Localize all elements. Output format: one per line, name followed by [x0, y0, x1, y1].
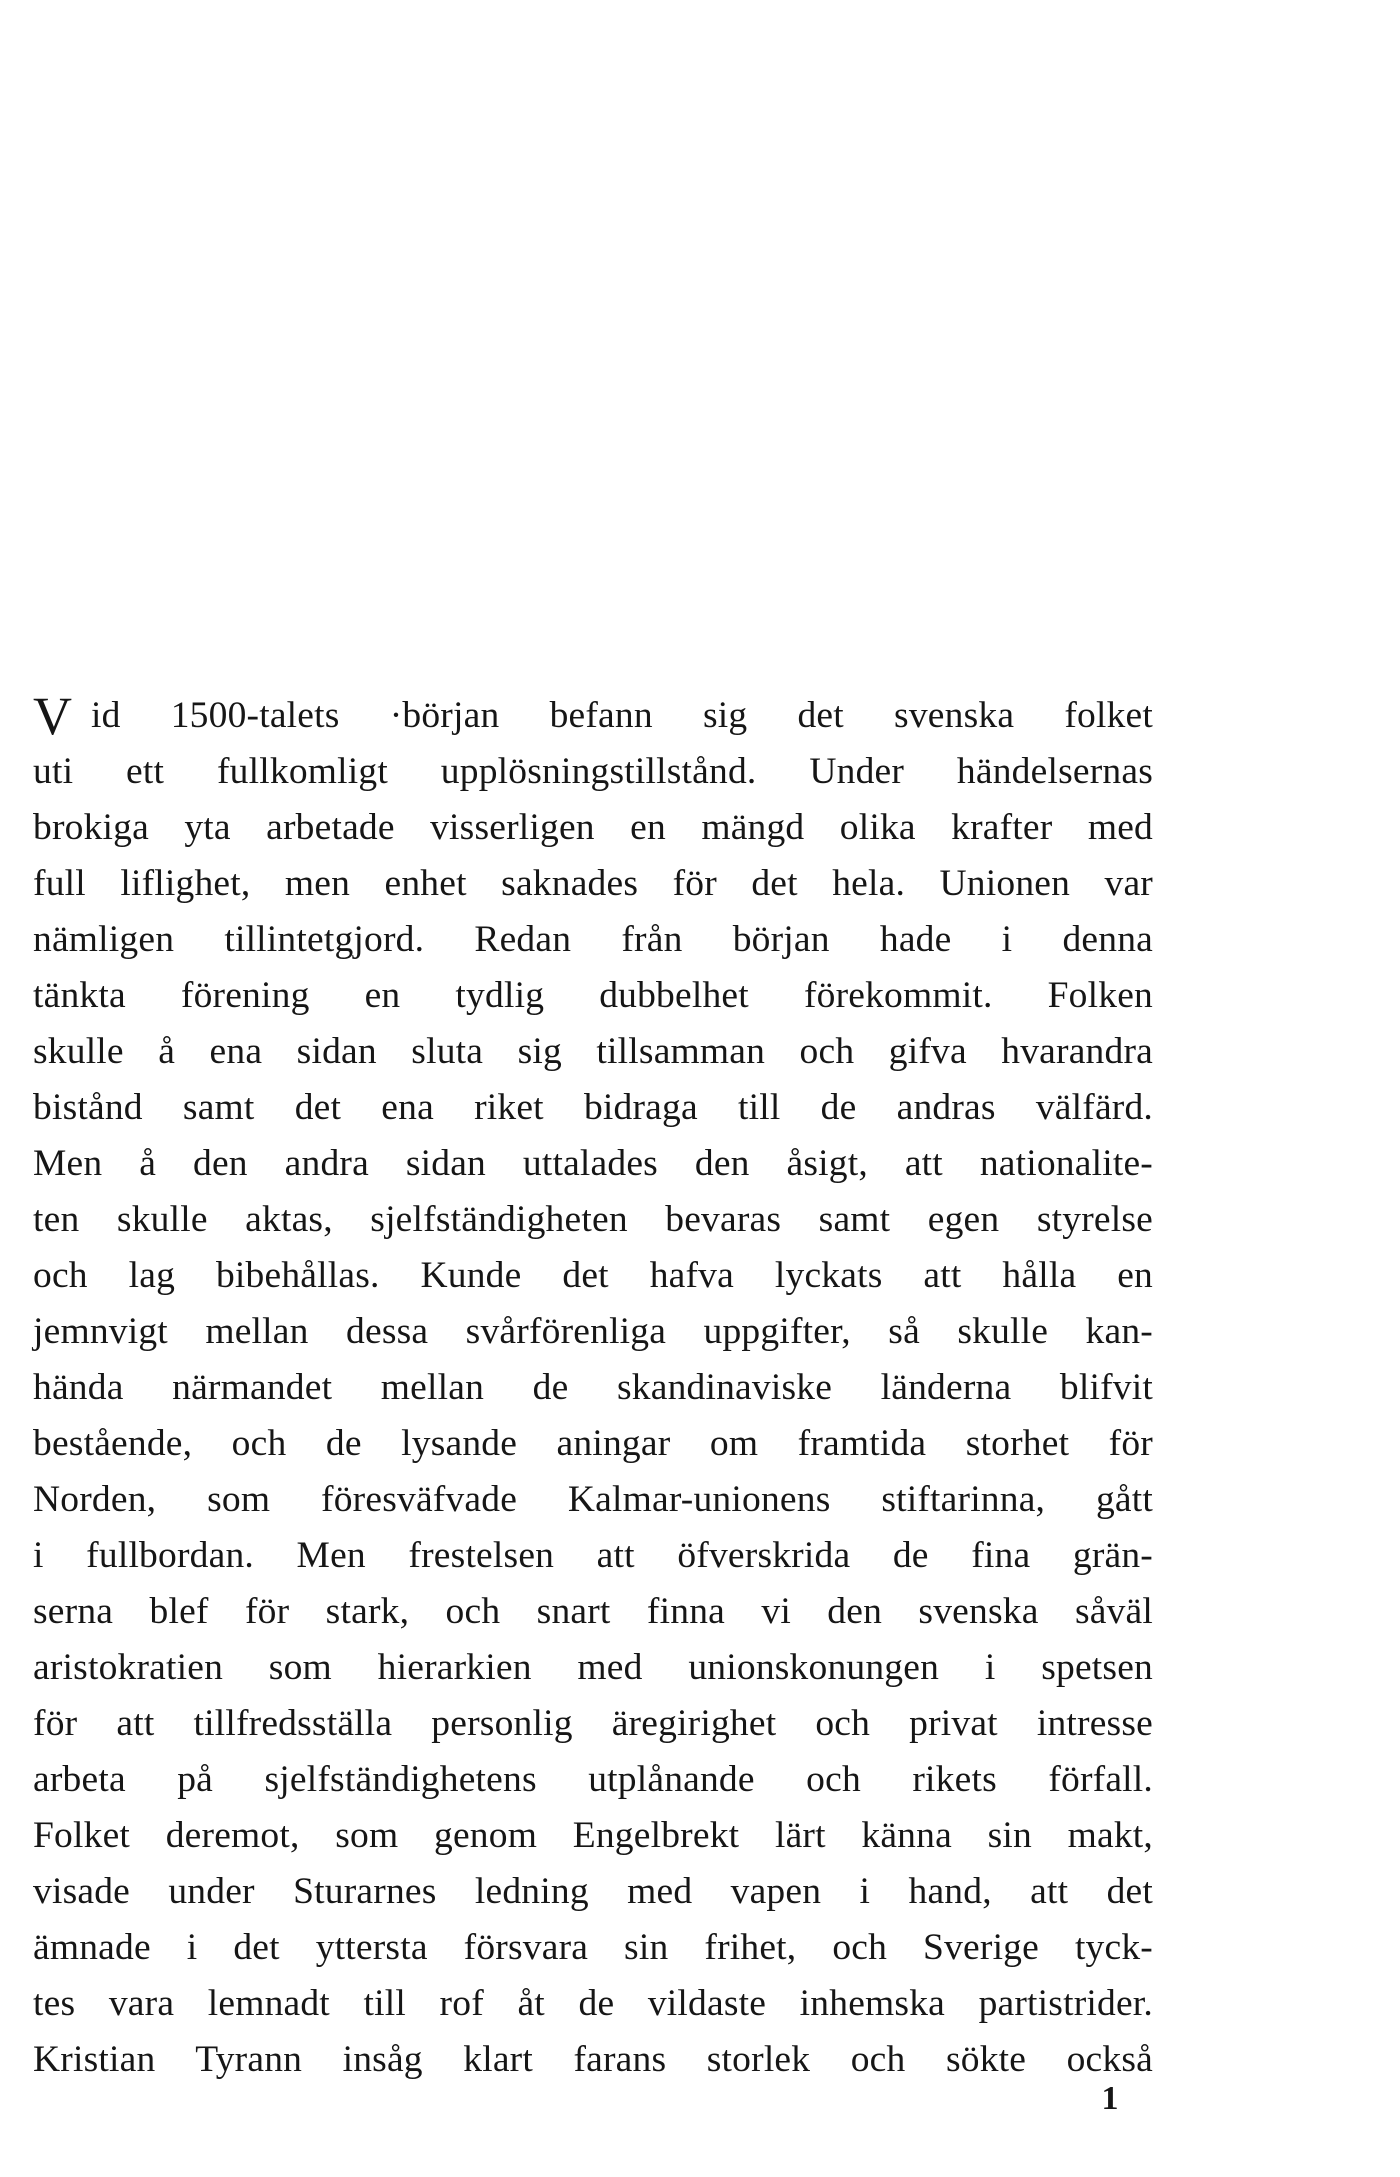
text-line: serna blef för stark, och snart finna vi den svenska såväl	[33, 1591, 1153, 1632]
text-line: tänkta förening en tydlig dubbelhet förekommit. Folken	[33, 975, 1153, 1016]
text-line: Folket deremot, som genom Engelbrekt lärt känna sin makt,	[33, 1815, 1153, 1856]
text-line: uti ett fullkomligt upplösningstillstånd. Under händelsernas	[33, 751, 1153, 792]
text-line-first	[33, 688, 1153, 744]
text-line: visade under Sturarnes ledning med vapen i hand, att det	[33, 1871, 1153, 1912]
text-line: hända närmandet mellan de skandinaviske länderna blifvit	[33, 1367, 1153, 1408]
text-line: i fullbordan. Men frestelsen att öfverskrida de fina grän-	[33, 1535, 1153, 1576]
text-line: ämnade i det yttersta försvara sin frihet, och Sverige tyck-	[33, 1927, 1153, 1968]
text-line: för att tillfredsställa personlig äregirighet och privat intresse	[33, 1703, 1153, 1744]
text-line: bistånd samt det ena riket bidraga till de andras välfärd.	[33, 1087, 1153, 1128]
text-line: full liflighet, men enhet saknades för det hela. Unionen var	[33, 863, 1153, 904]
text-line: jemnvigt mellan dessa svårförenliga uppgifter, så skulle kan-	[33, 1311, 1153, 1352]
page-number: 1	[1101, 2080, 1119, 2117]
text-line: tes vara lemnadt till rof åt de vildaste inhemska partistrider.	[33, 1983, 1153, 2024]
text-line: Norden, som föresväfvade Kalmar-unionens stiftarinna, gått	[33, 1479, 1153, 1520]
text-line: ten skulle aktas, sjelfständigheten bevaras samt egen styrelse	[33, 1199, 1153, 1240]
body-text	[33, 688, 1153, 2088]
text-line: och lag bibehållas. Kunde det hafva lyckats att hålla en	[33, 1255, 1153, 1296]
text-line: arbeta på sjelfständighetens utplånande och rikets förfall.	[33, 1759, 1153, 1800]
first-line-text: id 1500-talets ·början befann sig det svenska folket	[91, 695, 1153, 736]
text-line: skulle å ena sidan sluta sig tillsamman och gifva hvarandra	[33, 1031, 1153, 1072]
text-line: aristokratien som hierarkien med unionskonungen i spetsen	[33, 1647, 1153, 1688]
text-line: Men å den andra sidan uttalades den åsigt, att nationalite-	[33, 1143, 1153, 1184]
text-line: bestående, och de lysande aningar om framtida storhet för	[33, 1423, 1153, 1464]
drop-cap: V	[33, 686, 73, 746]
text-line: nämligen tillintetgjord. Redan från början hade i denna	[33, 919, 1153, 960]
text-line-last: Kristian Tyrann insåg klart farans storlek och sökte också	[33, 2039, 1153, 2080]
text-line: brokiga yta arbetade visserligen en mängd olika krafter med	[33, 807, 1153, 848]
